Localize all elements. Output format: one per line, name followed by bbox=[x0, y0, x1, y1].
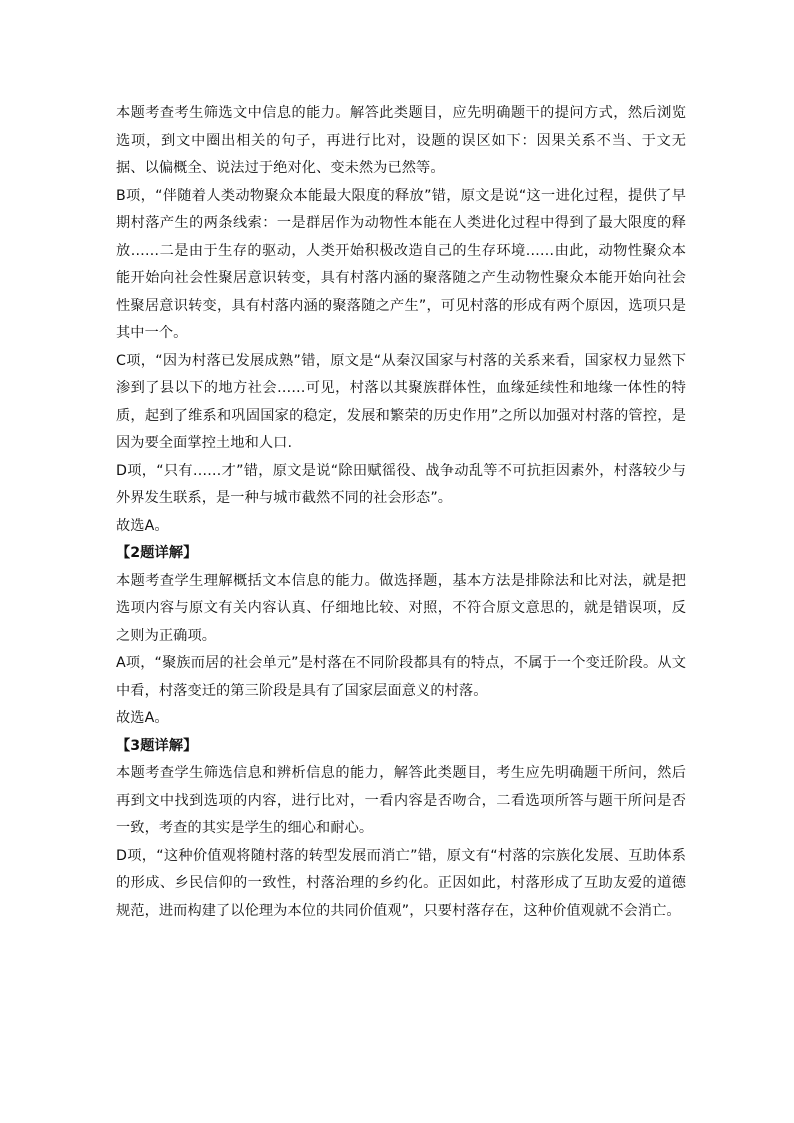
paragraph-q2-option-a: A项，“聚族而居的社会单元”是村落在不同阶段都具有的特点，不属于一个变迁阶段。从文中看，村落变迁的第三阶段是具有了国家层面意义的村落。 bbox=[116, 655, 686, 699]
document-body bbox=[116, 100, 686, 925]
paragraph-q2-intro: 本题考查学生理解概括文本信息的能力。做选择题，基本方法是排除法和比对法，就是把选项内容与原文有关内容认真、仔细地比较、对照，不符合原文意思的，就是错误项，反之则为正确项。 bbox=[116, 572, 686, 644]
section-heading-q2: 【2题详解】 bbox=[116, 545, 198, 561]
paragraph-option-d: D项，“只有……才”错，原文是说“除田赋徭役、战争动乱等不可抗拒因素外，村落较少与外界发生联系，是一种与城市截然不同的社会形态”。 bbox=[116, 462, 686, 506]
paragraph-answer: 故选A。 bbox=[116, 517, 169, 534]
paragraph-q3-intro: 本题考查学生筛选信息和辨析信息的能力，解答此类题目，考生应先明确题干所问，然后再到文中找到选项的内容，进行比对，一看内容是否吻合，二看选项所答与题干所问是否一致，考查的其实是学生的细心和耐心。 bbox=[116, 765, 686, 836]
paragraph-option-c: C项，“因为村落已发展成熟”错，原文是“从秦汉国家与村落的关系来看，国家权力显然下渗到了县以下的地方社会……可见，村落以其聚族群体性，血缘延续性和地缘一体性的特质，起到了维系和巩固国家的稳定，发展和繁荣的历史作用”之所以加强对村落的管控，是因为要全面掌控土地和人口. bbox=[116, 352, 686, 451]
paragraph-q3-option-d: D项，“这种价值观将随村落的转型发展而消亡”错，原文有“村落的宗族化发展、互助体系的形成、乡民信仰的一致性，村落治理的乡约化。正因如此，村落形成了互助友爱的道德规范，进而构建了以伦理为本位的共同价值观”，只要村落存在，这种价值观就不会消亡。 bbox=[116, 847, 686, 919]
paragraph-intro: 本题考查考生筛选文中信息的能力。解答此类题目，应先明确题干的提问方式，然后浏览选项，到文中圈出相关的句子，再进行比对，设题的误区如下：因果关系不当、于文无据、以偏概全、说法过于绝对化、变未然为已然等。 bbox=[116, 105, 686, 176]
paragraph-option-b: B项，“伴随着人类动物聚众本能最大限度的释放”错，原文是说“这一进化过程，提供了早期村落产生的两条线索：一是群居作为动物性本能在人类进化过程中得到了最大限度的释放……二是由于生存的驱动，人类开始积极改造自己的生存环境……由此，动物性聚众本能开始向社会性聚居意识转变，具有村落内涵的聚落随之产生动物性聚众本能开始向社会性聚居意识转变，具有村落内涵的聚落随之产生”，可见村落的形成有两个原因，选项只是其中一个。 bbox=[116, 187, 686, 341]
paragraph-q2-answer: 故选A。 bbox=[116, 710, 169, 726]
section-heading-q3: 【3题详解】 bbox=[116, 737, 198, 754]
